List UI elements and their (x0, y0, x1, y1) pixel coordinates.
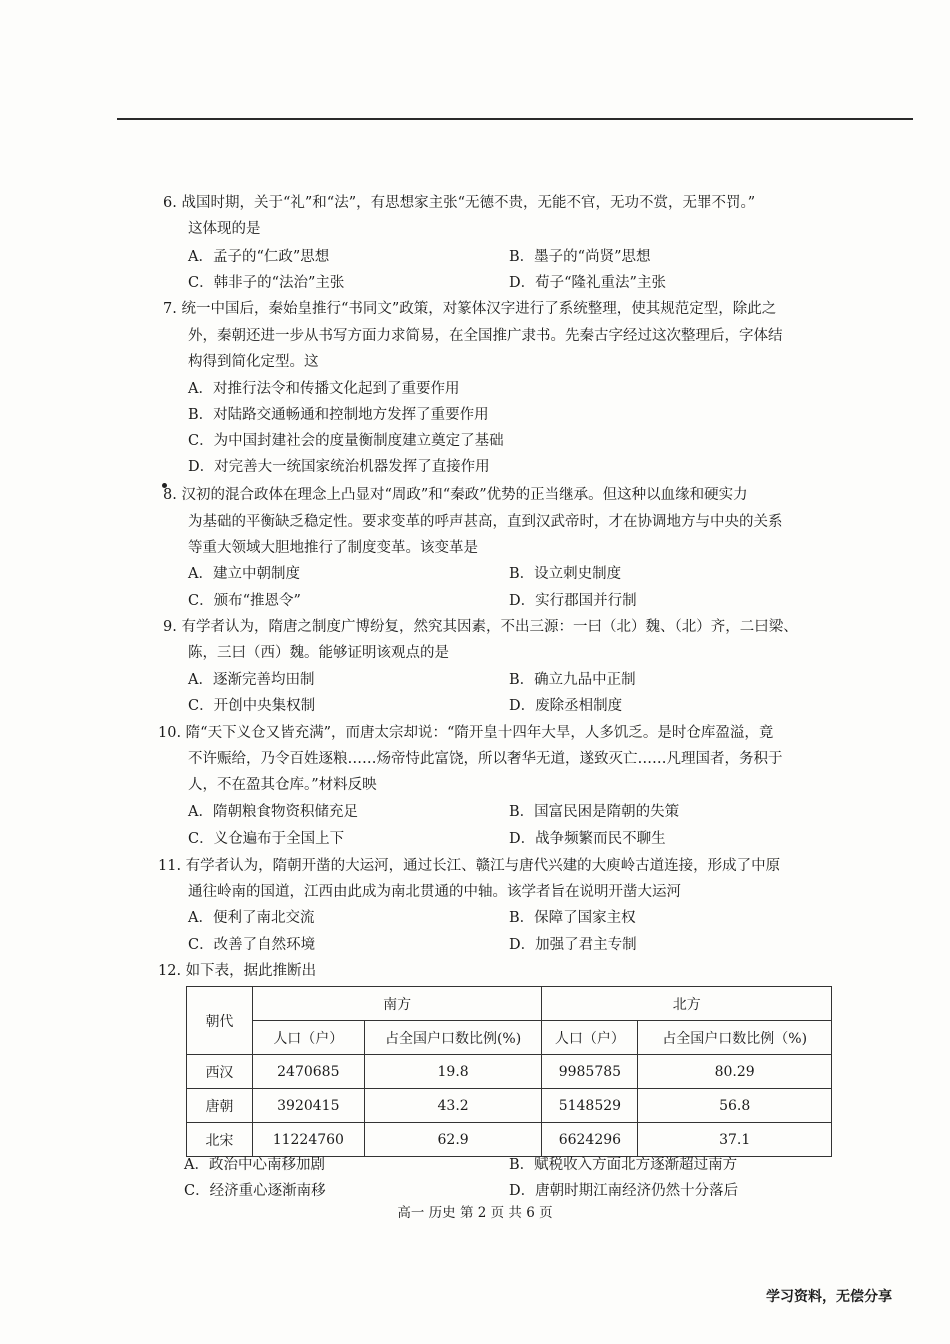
q7-option-d: D．对完善大一统国家统治机器发挥了直接作用 (188, 459, 490, 475)
row-dynasty: 北宋 (187, 1123, 253, 1157)
q8-option-b: B．设立刺史制度 (509, 566, 622, 582)
header-dynasty: 朝代 (187, 987, 253, 1055)
q10-option-b: B．国富民困是隋朝的失策 (509, 804, 680, 820)
table-row (187, 1123, 832, 1157)
q8-option-a: A．建立中朝制度 (188, 566, 300, 582)
q6-option-a: A．孟子的“仁政”思想 (188, 249, 330, 265)
q8-option-c: C．颁布“推恩令” (188, 593, 301, 609)
q10-option-a: A．隋朝粮食物资积储充足 (188, 804, 358, 820)
row-north-pop: 6624296 (542, 1123, 638, 1157)
table-row (187, 1089, 832, 1123)
row-dynasty: 西汉 (187, 1055, 253, 1089)
table-row (187, 1055, 832, 1089)
row-dynasty: 唐朝 (187, 1089, 253, 1123)
row-south-pop: 3920415 (252, 1089, 364, 1123)
q8-line-3: 等重大领域大胆地推行了制度变革。该变革是 (188, 540, 478, 556)
row-south-pop: 2470685 (252, 1055, 364, 1089)
q9-option-a: A．逐渐完善均田制 (188, 672, 315, 688)
q9-option-b: B．确立九品中正制 (509, 672, 636, 688)
row-south-ratio: 19.8 (364, 1055, 542, 1089)
q11-option-b: B．保障了国家主权 (509, 910, 636, 926)
q9-option-d: D．废除丞相制度 (509, 698, 623, 714)
q6-line-1: 6. 战国时期，关于“礼”和“法”，有思想家主张“无德不贵，无能不官，无功不赏，无罪不罚。” (163, 195, 756, 211)
row-north-ratio: 56.8 (638, 1089, 832, 1123)
row-south-ratio: 43.2 (364, 1089, 542, 1123)
header-north-ratio: 占全国户口数比例（%) (638, 1021, 832, 1055)
header-rule (117, 118, 913, 120)
header-south-ratio: 占全国户口数比例(%) (364, 1021, 542, 1055)
q11-option-c: C．改善了自然环境 (188, 937, 316, 953)
q9-line-1: 9. 有学者认为，隋唐之制度广博纷复，然究其因素，不出三源：一曰（北）魏、（北）齐，二曰梁、 (163, 619, 798, 635)
q12-option-b: B．赋税收入方面北方逐渐超过南方 (509, 1157, 738, 1173)
q11-option-d: D．加强了君主专制 (509, 937, 637, 953)
page-footer: 高一 历史 第 2 页 共 6 页 (397, 1205, 553, 1221)
q11-line-2: 通往岭南的国道，江西由此成为南北贯通的中轴。该学者旨在说明开凿大运河 (188, 884, 681, 900)
q12-option-a: A．政治中心南移加剧 (184, 1157, 325, 1173)
q12-option-d: D．唐朝时期江南经济仍然十分落后 (509, 1183, 739, 1199)
header-south: 南方 (252, 987, 542, 1021)
q12-option-c: C．经济重心逐渐南移 (184, 1183, 326, 1199)
watermark-text: 学习资料，无偿分享 (766, 1289, 892, 1305)
row-south-ratio: 62.9 (364, 1123, 542, 1157)
q8-option-d: D．实行郡国并行制 (509, 593, 637, 609)
q8-line-2: 为基础的平衡缺乏稳定性。要求变革的呼声甚高，直到汉武帝时，才在协调地方与中央的关系 (188, 514, 783, 530)
row-south-pop: 11224760 (252, 1123, 364, 1157)
row-north-ratio: 37.1 (638, 1123, 832, 1157)
row-north-pop: 9985785 (542, 1055, 638, 1089)
q7-line-2: 外，秦朝还进一步从书写方面力求简易，在全国推广隶书。先秦古字经过这次整理后，字体结 (188, 328, 783, 344)
q9-line-2: 陈，三曰（西）魏。能够证明该观点的是 (188, 645, 449, 661)
q11-line-1: 11. 有学者认为，隋朝开凿的大运河，通过长江、赣江与唐代兴建的大庾岭古道连接，形成了中原 (158, 858, 781, 874)
header-north: 北方 (542, 987, 832, 1021)
row-north-pop: 5148529 (542, 1089, 638, 1123)
q7-option-b: B．对陆路交通畅通和控制地方发挥了重要作用 (188, 407, 489, 423)
header-north-pop: 人口（户） (542, 1021, 638, 1055)
q10-line-2: 不许赈给，乃令百姓逐粮……炀帝恃此富饶，所以奢华无道，遂致灭亡……凡理国者，务积于 (188, 751, 783, 767)
q6-line-2: 这体现的是 (188, 221, 261, 237)
q6-option-c: C．韩非子的“法治”主张 (188, 275, 345, 291)
q10-line-1: 10. 隋“天下义仓又皆充满”，而唐太宗却说：“隋开皇十四年大旱，人多饥乏。是时仓库盈溢，竟 (158, 725, 774, 741)
q7-option-c: C．为中国封建社会的度量衡制度建立奠定了基础 (188, 433, 504, 449)
q8-line-1: 8. 汉初的混合政体在理念上凸显对“周政”和“秦政”优势的正当继承。但这种以血缘和硬实力 (163, 487, 748, 503)
population-table (186, 986, 832, 1157)
header-south-pop: 人口（户） (252, 1021, 364, 1055)
q7-line-3: 构得到简化定型。这 (188, 354, 319, 370)
q10-line-3: 人，不在盈其仓库。”材料反映 (188, 777, 377, 793)
q9-option-c: C．开创中央集权制 (188, 698, 316, 714)
q6-option-d: D．荀子“隆礼重法”主张 (509, 275, 666, 291)
q11-option-a: A．便利了南北交流 (188, 910, 315, 926)
row-north-ratio: 80.29 (638, 1055, 832, 1089)
q10-option-d: D．战争频繁而民不聊生 (509, 831, 666, 847)
q6-option-b: B．墨子的“尚贤”思想 (509, 249, 651, 265)
q7-option-a: A．对推行法令和传播文化起到了重要作用 (188, 381, 460, 397)
q12-line-1: 12. 如下表，据此推断出 (158, 963, 317, 979)
q10-option-c: C．义仓遍布于全国上下 (188, 831, 345, 847)
q7-line-1: 7. 统一中国后，秦始皇推行“书同文”政策，对篆体汉字进行了系统整理，使其规范定型，除此之 (163, 301, 777, 317)
